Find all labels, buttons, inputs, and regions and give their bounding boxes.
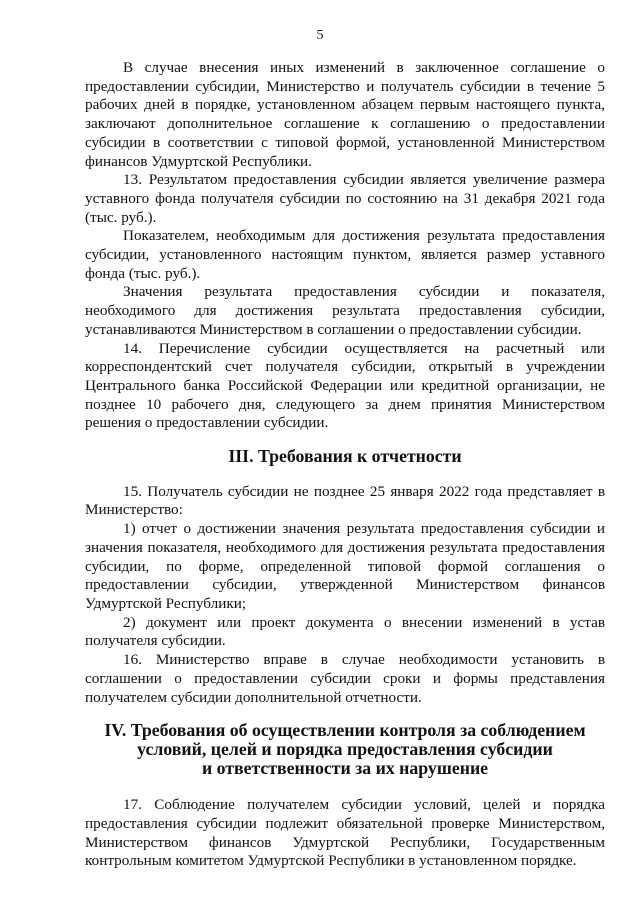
paragraph-15-reporting: 15. Получатель субсидии не позднее 25 января 2022 года представляет в Министерство: (85, 482, 605, 519)
paragraph-16-additional-reporting: 16. Министерство вправе в случае необходимости установить в соглашении о предоставлении субсидии сроки и формы представления получателем субсидии дополнительной отчетности. (85, 651, 605, 706)
section-heading-reporting (85, 447, 605, 466)
paragraph-17-control: 17. Соблюдение получателем субсидии условий, целей и порядка предоставления субсидии подлежит обязательной проверке Министерством, Министерством финансов Удмуртской Республики, Государственным контрольным комитетом Удмуртской Республики в установленном порядке. (85, 796, 605, 870)
section-heading-control-line-2: условий, целей и порядка предоставления субсидии (137, 738, 553, 759)
section-heading-reporting-text: III. Требования к отчетности (228, 446, 462, 467)
section-heading-control-line-1: IV. Требования об осуществлении контроля за соблюдением (104, 720, 586, 741)
paragraph-14-transfer: 14. Перечисление субсидии осуществляется на расчетный или корреспондентский счет получателя субсидии, открытый в учреждении Центрального банка Российской Федерации или кредитной организации, не позднее 10 рабочего дня, следующего за днем принятия Министерством решения о предоставлении субсидии. (85, 339, 605, 432)
section-heading-control-line-3: и ответственности за их нарушение (201, 757, 489, 778)
document-body (85, 59, 605, 871)
section-heading-control (85, 721, 605, 777)
page-number: 5 (316, 28, 324, 43)
list-item-2-charter: 2) документ или проект документа о внесении изменений в устав получателя субсидии. (85, 613, 605, 650)
paragraph-amendment-agreement: В случае внесения иных изменений в заключенное соглашение о предоставлении субсидии, Министерство и получатель субсидии в течение 5 рабочих дней в порядке, установленном абзацем первым настоящего пункта, заключают дополнительное соглашение к соглашению о предоставлении субсидии в соответствии с типовой формой, установленной Министерством финансов Удмуртской Республики. (85, 59, 605, 170)
list-item-1-report: 1) отчет о достижении значения результата предоставления субсидии и значения показателя, необходимого для достижения результата предоставления субсидии, по форме, определенной типовой формой соглашения о предоставлении субсидии, утвержденной Министерством финансов Удмуртской Республики; (85, 520, 605, 612)
paragraph-values: Значения результата предоставления субсидии и показателя, необходимого для достижения результата предоставления субсидии, устанавливаются Министерством в соглашении о предоставлении субсидии. (85, 283, 605, 338)
paragraph-13-result: 13. Результатом предоставления субсидии является увеличение размера уставного фонда получателя субсидии по состоянию на 31 декабря 2021 года (тыс. руб.). (85, 171, 605, 226)
paragraph-indicator: Показателем, необходимым для достижения результата предоставления субсидии, установленного настоящим пунктом, является размер уставного фонда (тыс. руб.). (85, 227, 605, 282)
